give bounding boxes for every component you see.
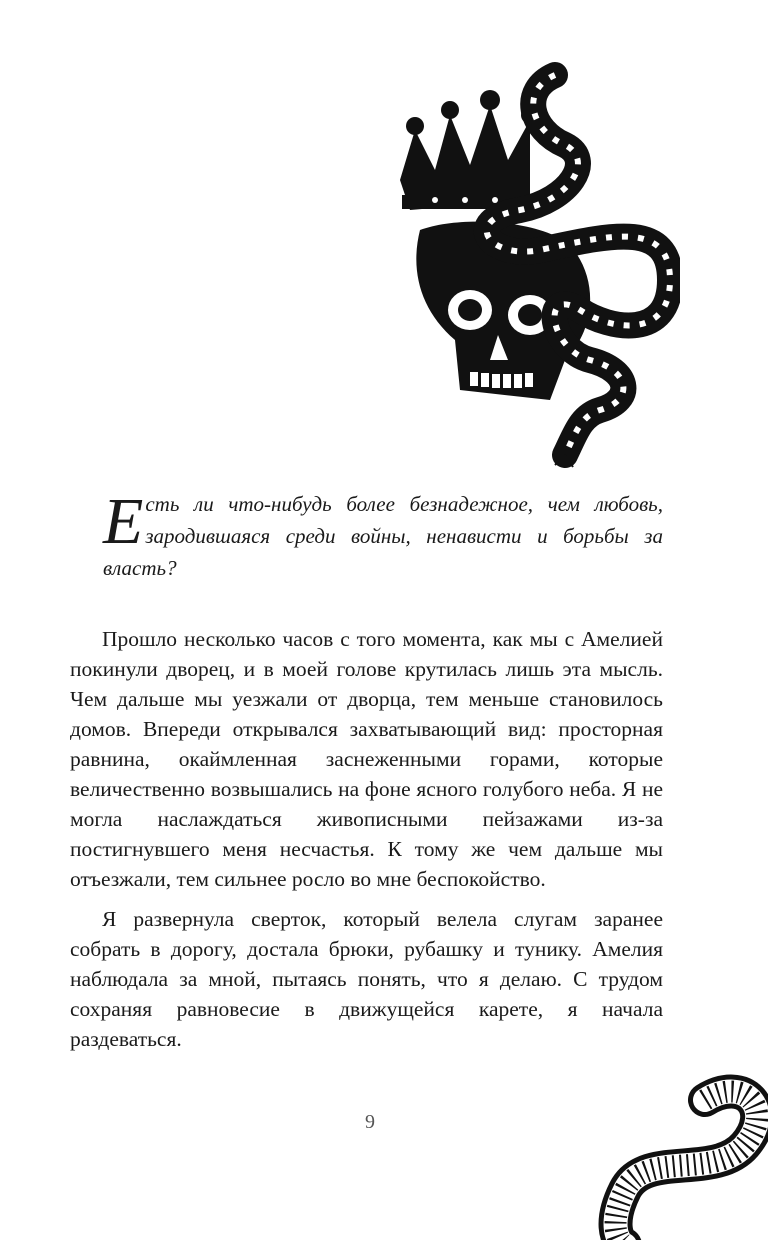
paragraph: Прошло несколько часов с того момента, как мы с Амелией покинули дворец, и в моей голове крутилась лишь эта мысль. Чем дальше мы уезжали от дворца, тем меньше становилось домов. Впереди открывался захватывающий вид: просторная равнина, окаймленная заснеженными горами, которые величественно возвышались на фоне ясного голубого неба. Я не могла наслаждаться живописными пейзажами из-за постигнувшего меня несчастья. К тому же чем дальше мы отъезжали, тем сильнее росло во мне беспокойство. — [70, 627, 663, 891]
snake-tail-icon — [585, 1070, 768, 1240]
epigraph — [103, 485, 663, 584]
page-number: 9 — [365, 1111, 375, 1133]
paragraph: Я развернула сверток, который велела слугам заранее собрать в дорогу, достала брюки, рубашку и тунику. Амелия наблюдала за мной, пытаясь понять, что я делаю. С трудом сохраняя равновесие в движущейся карете, я начала раздеваться. — [70, 907, 663, 1051]
epigraph-text: сть ли что-нибудь более безнадежное, чем любовь, зародившаяся среди войны, ненависти и борьбы за власть? — [103, 492, 663, 580]
drop-cap: Е — [103, 485, 144, 558]
body-text — [70, 624, 663, 1064]
crowned-skull-snake-illustration — [380, 60, 680, 470]
